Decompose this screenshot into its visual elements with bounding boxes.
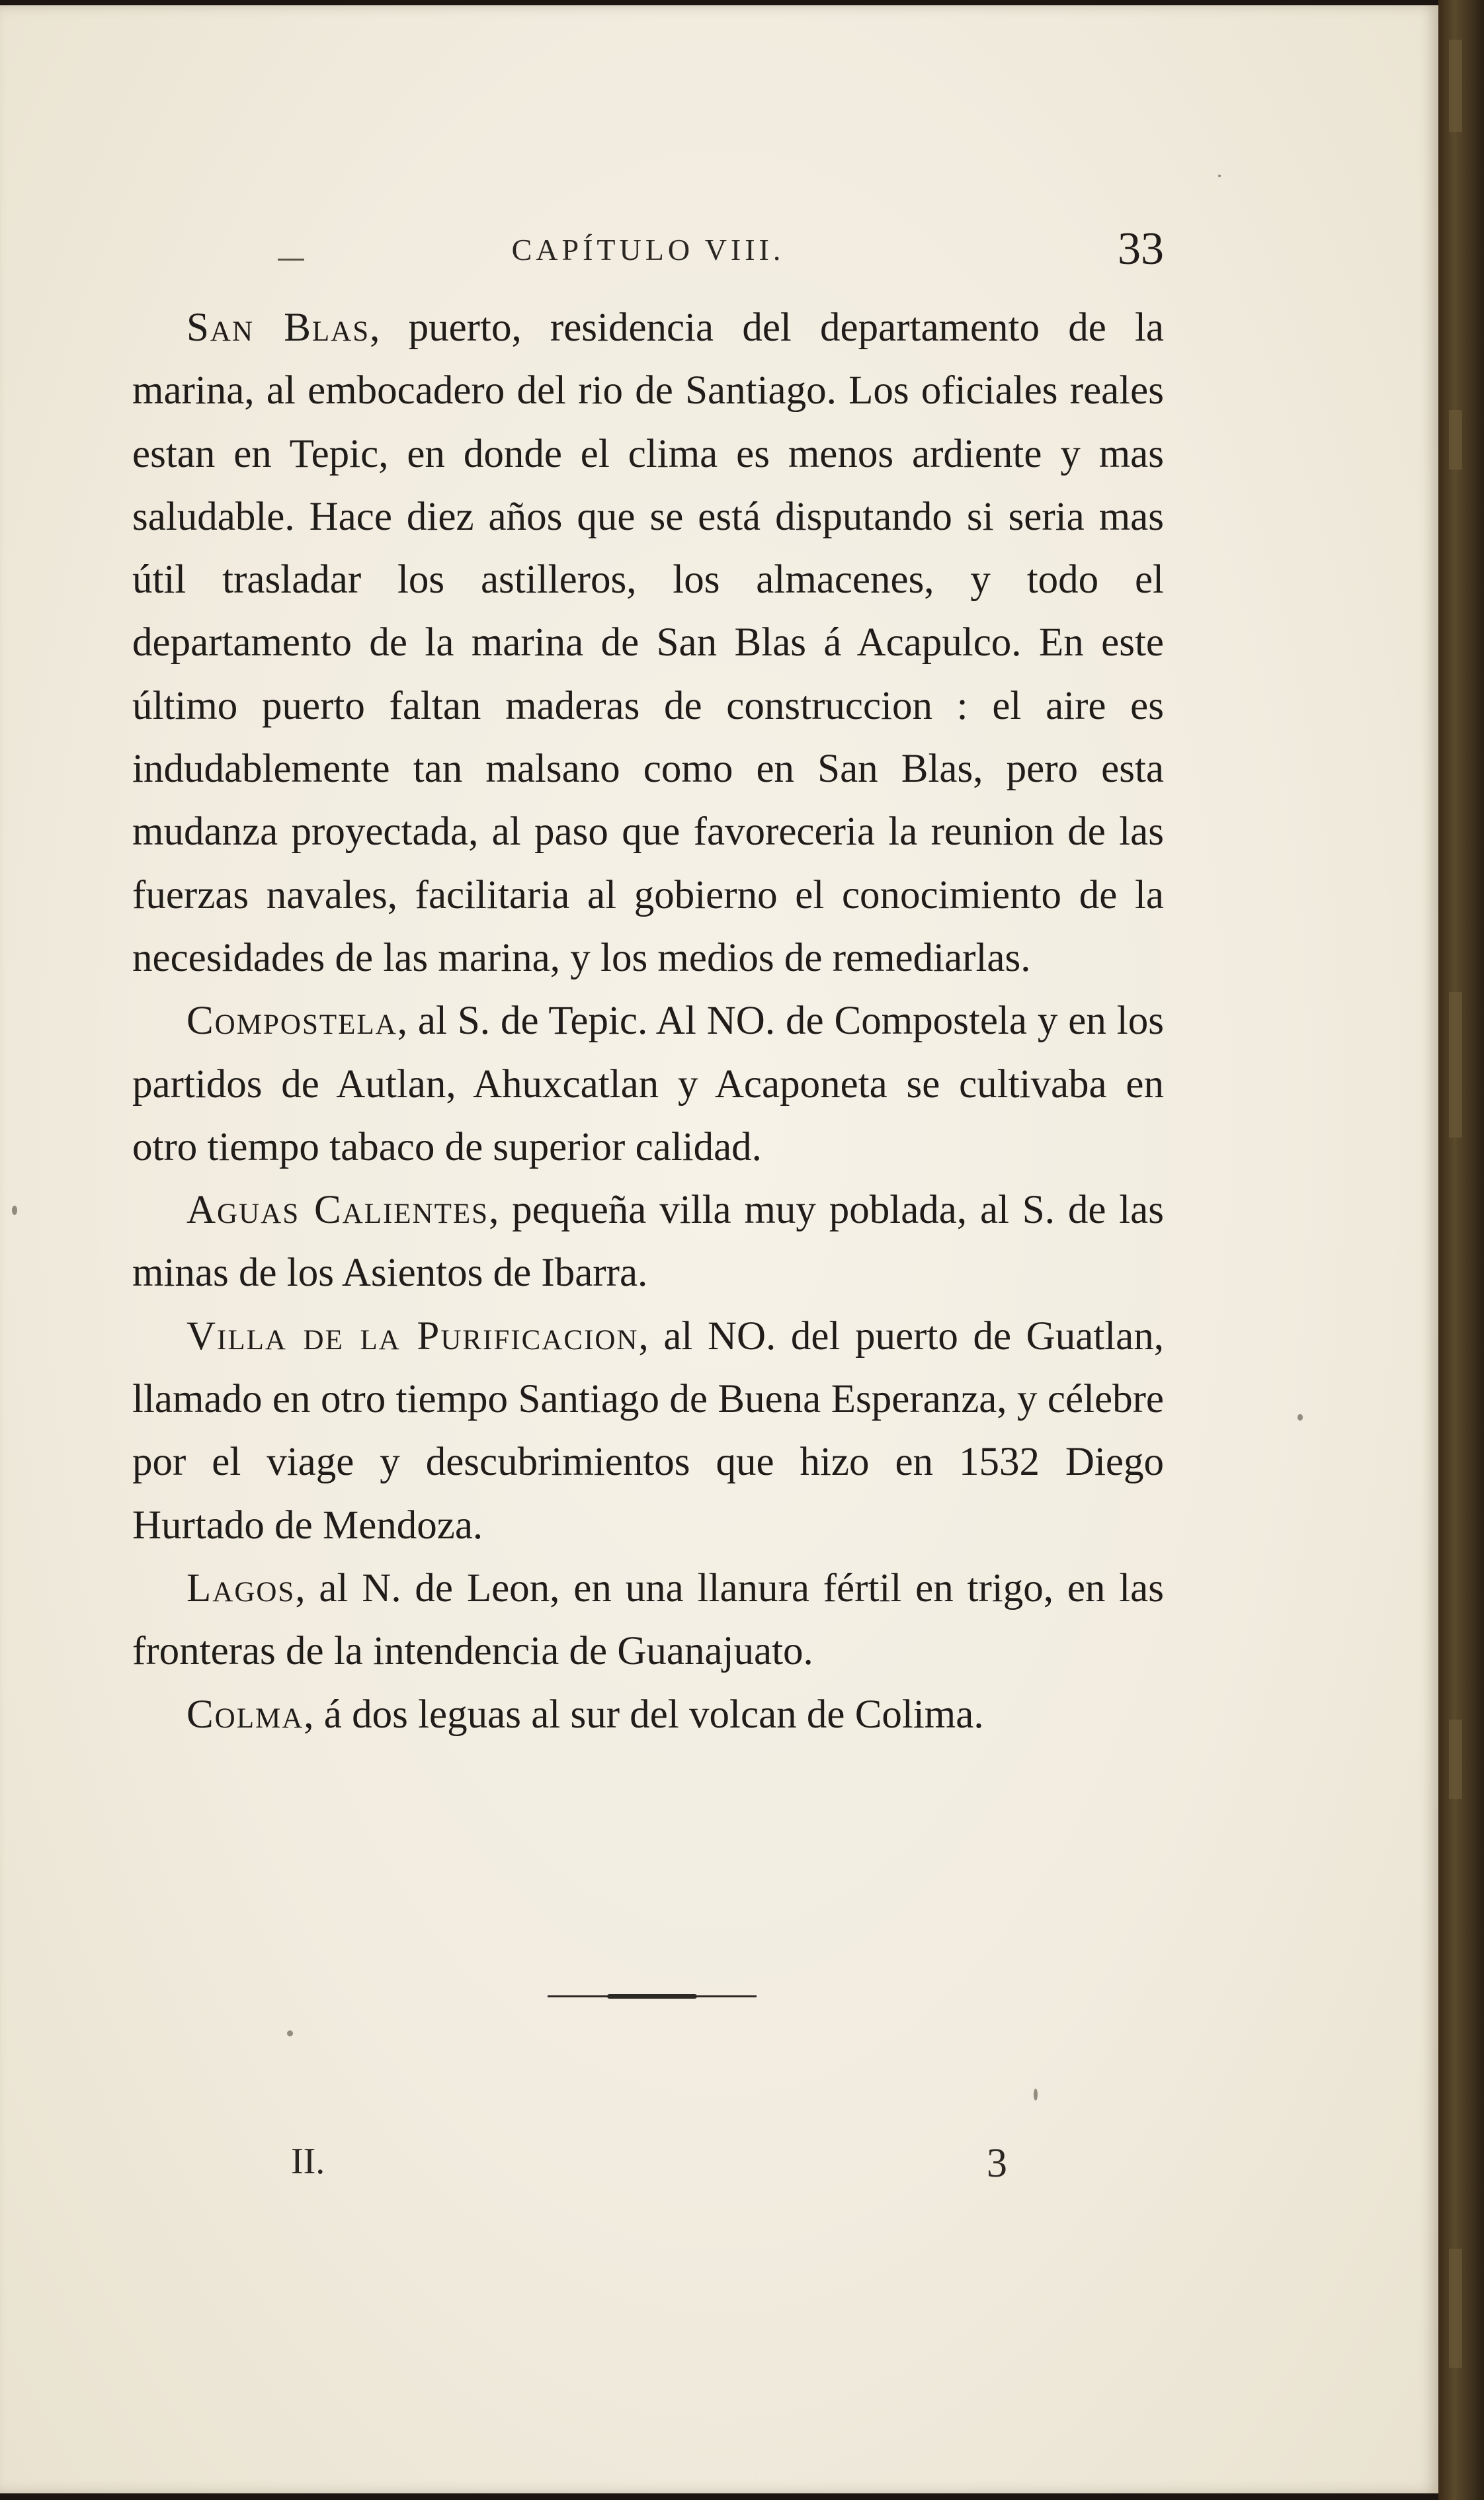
entry-text: , á dos leguas al sur del volcan de Colima. [304, 1692, 984, 1737]
entry-text: , al N. de Leon, en una llanura fértil en trigo, en las fronteras de la intendencia de Guanajuato. [132, 1565, 1164, 1674]
chapter-title: CAPÍTULO VIII. [511, 233, 785, 267]
signature-mark: 3 [987, 2141, 1007, 2186]
entry-heading: Colma [186, 1692, 304, 1737]
volume-mark: II. [291, 2141, 325, 2182]
entry-san-blas [132, 296, 1164, 989]
entry-compostela [132, 989, 1164, 1179]
entry-text: , pequeña villa muy poblada, al S. de las minas de los Asientos de Ibarra. [132, 1188, 1164, 1296]
entry-heading: Lagos [186, 1565, 296, 1610]
ink-speck [287, 2030, 293, 2036]
entry-text: , puerto, residencia del departamento de la marina, al embocadero del rio de Santiago. Los oficiales reales estan en Tepic, en donde el clima es menos ardiente y mas saludable. Hace diez años que se está disputando si seria mas útil trasladar los astilleros, los almacenes, y todo el departamento de la marina de San Blas á Acapulco. En este último puerto faltan maderas de construccion : el aire es indudablemente tan malsano como en San Blas, pero esta mudanza proyectada, al paso que favoreceria la reunion de las fuerzas navales, facilitaria al gobierno el conocimiento de la necesidades de las marina, y los medios de remediarlas. [132, 306, 1164, 980]
entry-villa-purificacion [132, 1305, 1164, 1557]
entry-heading: Villa de la Purificacion [186, 1313, 639, 1358]
entry-colma [132, 1683, 1164, 1746]
page-number: 33 [1118, 224, 1164, 274]
ink-speck [1298, 1414, 1303, 1421]
body-text [132, 296, 1164, 1746]
entry-heading: Compostela [186, 999, 397, 1044]
entry-lagos [132, 1557, 1164, 1683]
entry-heading: San Blas [186, 306, 370, 350]
entry-heading: Aguas Calientes [186, 1188, 489, 1233]
entry-text: , al S. de Tepic. Al NO. de Compostela y en los partidos de Autlan, Ahuxcatlan y Acaponeta se cultivaba en otro tiempo tabaco de superior calidad. [132, 999, 1164, 1169]
book-spine-edge [1438, 0, 1484, 2500]
ink-speck [1218, 175, 1221, 177]
ink-speck [12, 1206, 17, 1215]
ink-speck [1034, 2089, 1038, 2101]
running-header [132, 224, 1164, 280]
end-rule-ornament [548, 1995, 757, 1997]
entry-text: , al NO. del puerto de Guatlan, llamado en otro tiempo Santiago de Buena Esperanza, y célebre por el viage y descubrimientos que hizo en 1532 Diego Hurtado de Mendoza. [132, 1313, 1164, 1548]
entry-aguas-calientes [132, 1179, 1164, 1305]
book-page [0, 5, 1438, 2493]
